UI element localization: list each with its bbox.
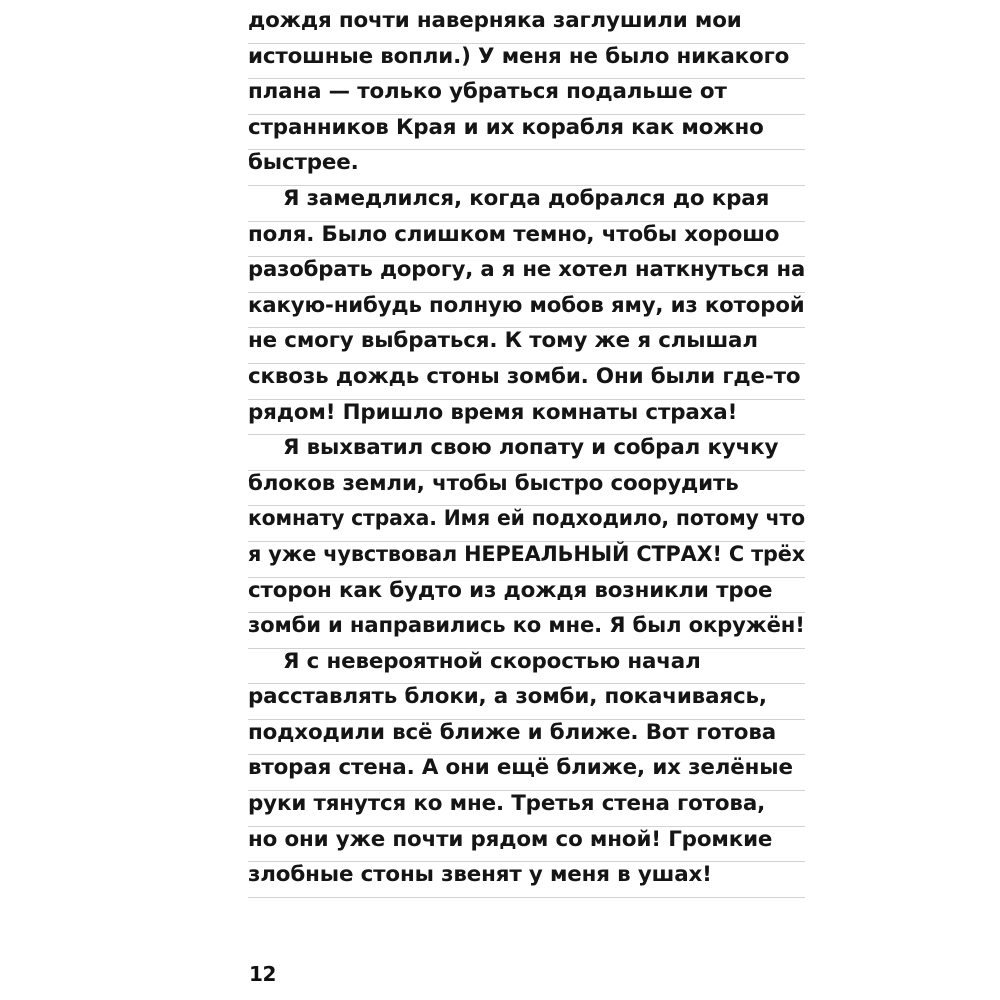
body-text-line-content: Я с невероятной скоростью начал [283,648,701,674]
body-text-line-content: вторая стена. А они ещё ближе, их зелёные [248,755,793,781]
body-text-line-content: комнату страха. Имя ей подходило, потому что [248,506,805,532]
body-text-line-content: плана — только убраться подальше от [248,79,727,105]
body-text-line-content: подходили всё ближе и ближе. Вот готова [248,719,777,745]
body-text-line-content: рядом! Пришло время комнаты страха! [248,399,738,425]
body-text-line-content: расставлять блоки, а зомби, покачиваясь, [248,684,767,710]
body-text-line-content: дождя почти наверняка заглушили мои [248,8,742,33]
body-text-line-content: я уже чувствовал НЕРЕАЛЬНЫЙ СТРАХ! С трёх [248,541,805,567]
body-text-line-content: разобрать дорогу, а я не хотел наткнуться на [248,257,806,283]
body-text-line-content: но они уже почти рядом со мной! Громкие [248,826,773,852]
body-text-line-content: странников Края и их корабля как можно [248,114,764,140]
body-text-line-content: истошные вопли.) У меня не было никакого [248,43,790,69]
body-text-line-content: быстрее. [248,150,359,176]
body-text-column [248,8,805,898]
body-text-line-content: поля. Было слишком темно, чтобы хорошо [248,221,780,247]
body-text-line-content: какую-нибудь полную мобов яму, из которой [248,292,805,318]
body-text-line-content: руки тянутся ко мне. Третья стена готова, [248,791,766,817]
body-text-line-content: Я замедлился, когда добрался до края [283,185,770,211]
body-text-line-content: сквозь дождь стоны зомби. Они были где-то [248,363,801,389]
body-text-line-content: блоков земли, чтобы быстро соорудить [248,470,739,496]
body-text-line-content: сторон как будто из дождя возникли трое [248,577,773,603]
body-text-line-content: не смогу выбраться. К тому же я слышал [248,328,758,354]
page-number: 12 [249,962,277,986]
body-text-line [248,862,805,898]
body-text-line-content: злобные стоны звенят у меня в ушах! [248,862,712,888]
body-text-line-content: Я выхватил свою лопату и собрал кучку [283,435,779,461]
body-text-line-content: зомби и направились ко мне. Я был окружён! [248,613,805,639]
